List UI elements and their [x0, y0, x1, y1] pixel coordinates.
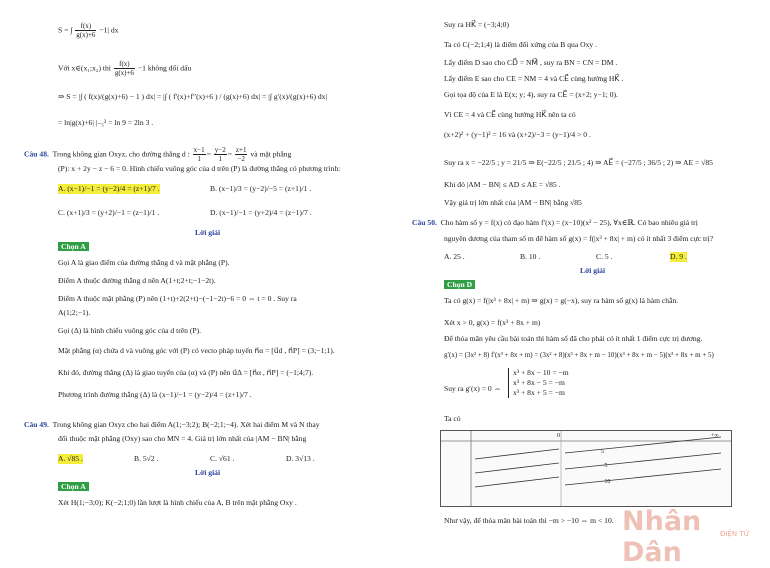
option-49-a: A. √85 . — [58, 454, 83, 463]
solution-step: Vì CE = 4 và CE⃗ cùng hướng HK⃗ nên ta có — [444, 110, 576, 119]
solution-step: Ta có g(x) = f(|x³ + 8x| + m) ⇒ g(x) = g(−x), suy ra hàm số g(x) là hàm chẵn. — [444, 296, 679, 305]
solution-step: Lấy điểm D sao cho CD⃗ = NM⃗ , suy ra BN = CN = DM . — [444, 58, 618, 67]
solution-step: Điểm A thuộc mặt phẳng (P) nên (1+t)+2(2+t)−(−1−2t)−6 = 0 ⇔ t = 0 . Suy ra — [58, 294, 297, 303]
integral-line-4: = ln|g(x)+6| |₋₅³ = ln 9 = 2ln 3 . — [58, 118, 154, 127]
option-50-c: C. 5 . — [596, 252, 613, 261]
question-49: Câu 49. Trong không gian Oxyz cho hai điểm A(1;−3;2); B(−2;1;−4). Xét hai điểm M và N thay — [24, 420, 320, 429]
variation-table-graph — [440, 430, 732, 507]
solution-step: Suy ra x = −22/5 ; y = 21/5 ⇒ E(−22/5 ; 21/5 ; 4) ⇒ AE⃗ = (−27/5 ; 36/5 ; 2) ⇒ AE = √85 — [444, 158, 713, 167]
graph-label-m5: −5 — [601, 463, 608, 469]
solution-step: Điểm A thuộc đường thẳng d nên A(1+t;2+t;−1−2t). — [58, 276, 216, 285]
graph-label-top: +∞ — [711, 433, 719, 439]
option-49-d: D. 3√13 . — [286, 454, 315, 463]
solution-step: Để thỏa mãn yêu cầu bài toán thì hàm số đã cho phải có ít nhất 1 điểm cực trị dương. — [444, 334, 703, 343]
solution-step: Xét H(1;−3;0); K(−2;1;0) lần lượt là hình chiếu của A, B trên mặt phẳng Oxy . — [58, 498, 297, 507]
solution-step: Gọi (Δ) là hình chiếu vuông góc của d trên (P). — [58, 326, 202, 335]
option-49-b: B. 5√2 . — [134, 454, 159, 463]
integral-line-1: S = ∫ $\frac{f(x)}{g(x)+6}$ −1| dx — [58, 22, 119, 39]
solution-step: (x+2)² + (y−1)² = 16 và (x+2)/−3 = (y−1)/4 > 0 . — [444, 130, 591, 139]
question-48-line2: (P): x + 2y − z − 6 = 0. Hình chiếu vuông góc của d trên (P) là đường thẳng có phương trình: — [58, 164, 341, 173]
option-50-b: B. 10 . — [520, 252, 541, 261]
integral-line-3: ⇒ S = |∫ ( f(x)/(g(x)+6) − 1 ) dx| = |∫ ( f′(x)+f″(x)+6 ) / (g(x)+6) dx| = |∫ g′(x)/(g(x)+6) dx| — [58, 92, 327, 101]
solution-step: Gọi A là giao điểm của đường thẳng d và mặt phẳng (P). — [58, 258, 230, 267]
option-48-a: A. (x−1)/−1 = (y−2)/4 = (z+1)/7 . — [58, 184, 160, 193]
solution-step: Khi đó |AM − BN| ≤ AD ≤ AE = √85 . — [444, 180, 561, 189]
solution-heading: Lời giải — [195, 228, 221, 237]
option-50-a: A. 25 . — [444, 252, 465, 261]
solution-heading: Lời giải — [195, 468, 221, 477]
solution-step: A(1;2;−1). — [58, 308, 91, 317]
solution-step: Mặt phẳng (α) chứa d và vuông góc với (P) có vecto pháp tuyến n⃗α = [u⃗d , n⃗P] = (3;−1;1). — [58, 346, 335, 355]
question-50: Câu 50. Cho hàm số y = f(x) có đạo hàm f′(x) = (x−10)(x² − 25), ∀x∈ℝ. Có bao nhiêu giá trị — [412, 218, 698, 227]
option-48-b: B. (x−1)/3 = (y−2)/−5 = (z+1)/1 . — [210, 184, 312, 193]
question-49-line2: đổi thuộc mặt phẳng (Oxy) sao cho MN = 4. Giá trị lớn nhất của |AM − BN| bằng — [58, 434, 307, 443]
solution-step: Gọi tọa độ của E là E(x; y; 4), suy ra CE⃗ = (x+2; y−1; 0). — [444, 90, 618, 99]
solution-step: Ta có — [444, 414, 461, 423]
option-49-c: C. √61 . — [210, 454, 235, 463]
choice-badge: Chọn A — [58, 482, 89, 492]
solution-step: Lấy điểm E sao cho CE = NM = 4 và CE⃗ cùng hướng HK⃗ . — [444, 74, 624, 83]
graph-label-m10: −10 — [601, 479, 611, 485]
question-48: Câu 48. Trong không gian Oxyz, cho đường thẳng d : $\frac{x-1}{1}$ = $\frac{y-2}{1}$ = $\frac{z+1}{-2}$ và mặt phẳng — [24, 146, 292, 163]
graph-label-5: 5 — [601, 449, 604, 455]
solution-step: Suy ra HK⃗ = (−3;4;0) — [444, 20, 510, 29]
solution-step: Khi đó, đường thẳng (Δ) là giao tuyến của (α) và (P) nên u⃗Δ = [n⃗α , n⃗P] = (−1;4;7). — [58, 368, 314, 377]
question-50-line2: nguyên dương của tham số m để hàm số g(x) = f(|x³ + 8x| + m) có ít nhất 3 điểm cực trị? — [444, 234, 714, 243]
graph-svg — [441, 431, 731, 506]
equation-system: x³ + 8x − 10 = −m x³ + 8x − 5 = −m x³ + 8x + 5 = −m — [508, 368, 569, 398]
watermark-sub: ĐIỆN TỬ — [720, 530, 750, 538]
solution-step: Suy ra g′(x) = 0 ⇔ — [444, 384, 502, 393]
graph-label-zero: 0 — [557, 433, 560, 439]
solution-step: Vậy giá trị lớn nhất của |AM − BN| bằng √85 — [444, 198, 582, 207]
option-50-d: D. 9 . — [670, 252, 687, 261]
solution-step: g′(x) = (3x² + 8) f′(x³ + 8x + m) = (3x² + 8)(x³ + 8x + m − 10)(x³ + 8x + m − 5)(x³ + 8x + m + 5) — [444, 351, 714, 359]
solution-heading: Lời giải — [580, 266, 606, 275]
option-48-c: C. (x+1)/3 = (y+2)/−1 = (z−1)/1 . — [58, 208, 160, 217]
choice-badge: Chọn D — [444, 280, 475, 290]
solution-step: Xét x > 0, g(x) = f(x³ + 8x + m) — [444, 318, 541, 327]
option-48-d: D. (x−1)/−1 = (y+2)/4 = (z−1)/7 . — [210, 208, 312, 217]
choice-badge: Chọn A — [58, 242, 89, 252]
integral-line-2: Với x∈(x₁;x₂) thì $\frac{f(x)}{g(x)+6}$ −1 không đổi dấu — [58, 60, 192, 77]
solution-step: Ta có C(−2;1;4) là điểm đối xứng của B qua Oxy . — [444, 40, 597, 49]
solution-conclusion: Như vậy, để thỏa mãn bài toán thì −m > −10 ⇔ m < 10. — [444, 516, 614, 525]
solution-step: Phương trình đường thẳng (Δ) là (x−1)/−1 = (y−2)/4 = (z+1)/7 . — [58, 390, 252, 399]
watermark-logo: Nhân Dân — [622, 506, 702, 568]
